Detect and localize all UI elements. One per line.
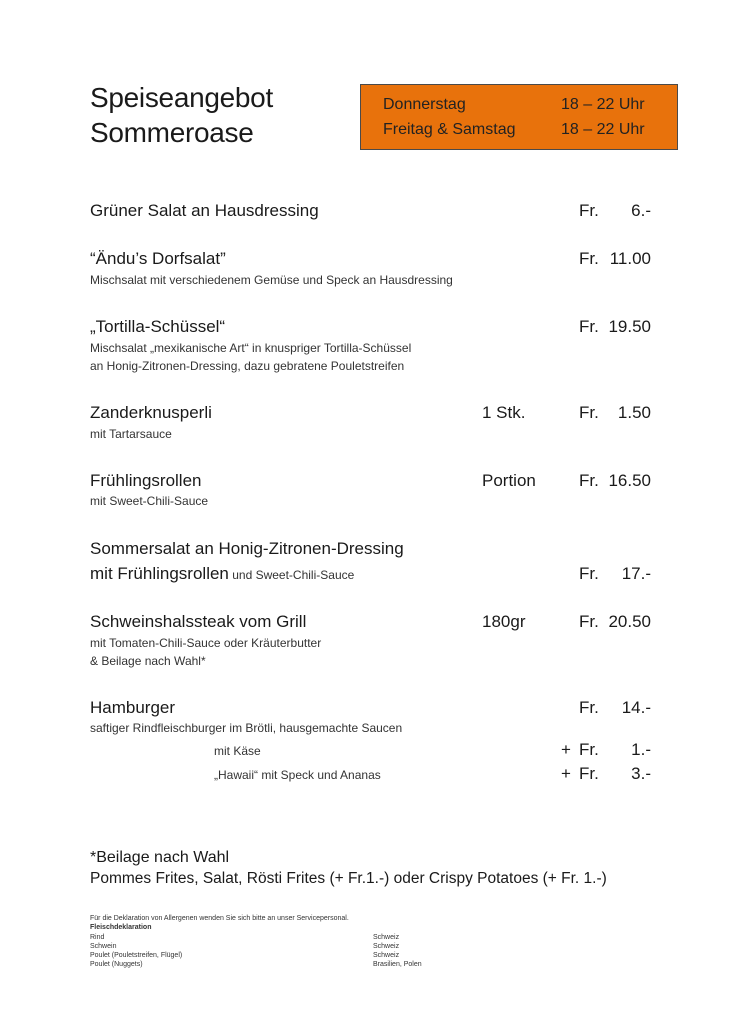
price-currency: Fr. — [579, 764, 599, 783]
menu-item-name: Sommersalat an Honig-Zitronen-Dressing — [90, 539, 404, 558]
price-currency: Fr. — [579, 698, 599, 717]
price-value: 3.- — [631, 764, 651, 783]
opening-hours-box — [360, 84, 678, 150]
price-value: 1.- — [631, 740, 651, 759]
price-value: 19.50 — [608, 317, 651, 336]
extra-option-label: mit Käse — [214, 744, 261, 758]
menu-item-unit: Portion — [482, 471, 536, 490]
menu-item-description: und Sweet-Chili-Sauce — [228, 568, 355, 582]
meat-type: Rind — [90, 934, 105, 941]
price-value: 16.50 — [608, 471, 651, 490]
menu-item-name: „Tortilla-Schüssel“ — [90, 317, 226, 336]
menu-item-description: an Honig-Zitronen-Dressing, dazu gebratene Pouletstreifen — [90, 359, 405, 373]
menu-item-description: mit Tartarsauce — [90, 427, 172, 441]
meat-type: Poulet (Nuggets) — [90, 961, 143, 968]
meat-origin: Schweiz — [373, 943, 400, 950]
side-dish-heading: *Beilage nach Wahl — [90, 849, 230, 866]
price-value: 6.- — [631, 201, 651, 220]
page-title-line1: Speiseangebot — [90, 82, 273, 113]
side-dish-options: Pommes Frites, Salat, Rösti Frites (+ Fr.1.-) oder Crispy Potatoes (+ Fr. 1.-) — [90, 870, 607, 887]
meat-origin: Schweiz — [373, 952, 400, 959]
hours-days-2: Freitag & Samstag — [383, 121, 516, 138]
allergen-note: Für die Deklaration von Allergenen wenden Sie sich bitte an unser Servicepersonal. — [90, 915, 349, 922]
price-value: 11.00 — [609, 249, 651, 268]
menu-item-unit: 1 Stk. — [482, 403, 526, 422]
extra-option-label: „Hawaii“ mit Speck und Ananas — [214, 768, 381, 782]
meat-origin: Brasilien, Polen — [373, 961, 422, 968]
meat-type: Schwein — [90, 943, 117, 950]
price-currency: Fr. — [579, 403, 599, 422]
menu-item-name: Frühlingsrollen — [90, 471, 202, 490]
meat-type: Poulet (Pouletstreifen, Flügel) — [90, 952, 183, 959]
price-currency: Fr. — [579, 612, 599, 631]
price-value: 20.50 — [608, 612, 651, 631]
price-currency: Fr. — [579, 249, 599, 268]
extra-option-plus: + — [561, 740, 571, 759]
meat-declaration-heading: Fleischdeklaration — [90, 924, 152, 931]
menu-item-name: mit Frühlingsrollen — [90, 564, 229, 583]
menu-item-name: Hamburger — [90, 698, 176, 717]
page-title-line2: Sommeroase — [90, 117, 254, 148]
menu-item-name: “Ändu’s Dorfsalat” — [90, 249, 226, 268]
menu-item-description: mit Tomaten-Chili-Sauce oder Kräuterbutter — [90, 636, 322, 650]
price-currency: Fr. — [579, 201, 599, 220]
price-currency: Fr. — [579, 564, 599, 583]
menu-item-description: mit Sweet-Chili-Sauce — [90, 494, 209, 508]
meat-origin: Schweiz — [373, 934, 400, 941]
hours-days-1: Donnerstag — [383, 96, 466, 113]
price-currency: Fr. — [579, 317, 599, 336]
menu-item-description: & Beilage nach Wahl* — [90, 654, 206, 668]
menu-item-name: Schweinshalssteak vom Grill — [90, 612, 307, 631]
menu-item-name-line2 — [90, 564, 354, 584]
price-currency: Fr. — [579, 471, 599, 490]
menu-item-description: Mischsalat „mexikanische Art“ in knuspriger Tortilla-Schüssel — [90, 341, 412, 355]
price-value: 14.- — [621, 698, 651, 717]
menu-item-unit: 180gr — [482, 612, 526, 631]
price-value: 17.- — [621, 564, 651, 583]
hours-time-1: 18 – 22 Uhr — [561, 96, 645, 113]
extra-option-plus: + — [561, 764, 571, 783]
menu-item-description: Mischsalat mit verschiedenem Gemüse und Speck an Hausdressing — [90, 273, 453, 287]
price-value: 1.50 — [617, 403, 651, 422]
menu-item-name: Grüner Salat an Hausdressing — [90, 201, 319, 220]
price-currency: Fr. — [579, 740, 599, 759]
menu-item-description: saftiger Rindfleischburger im Brötli, hausgemachte Saucen — [90, 721, 403, 735]
hours-time-2: 18 – 22 Uhr — [561, 121, 645, 138]
menu-item-name: Zanderknusperli — [90, 403, 212, 422]
